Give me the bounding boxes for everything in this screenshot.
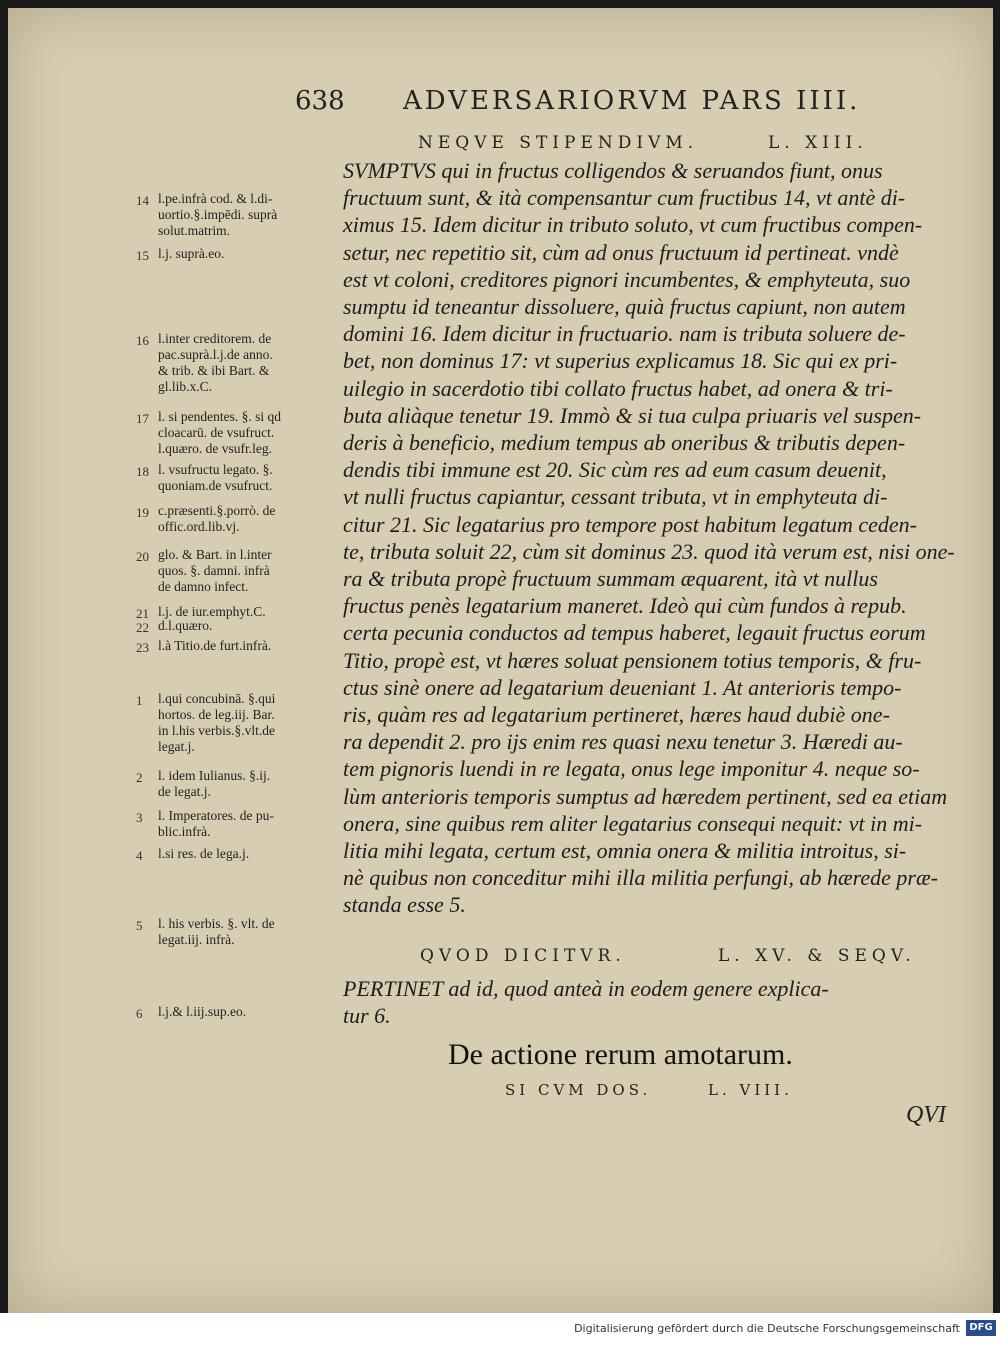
text-line: SVMPTVS qui in fructus colligendos & seruandos fiunt, onus [343,158,883,183]
note-line: pac.suprà.l.j.de anno. [158,347,273,362]
text-line: nè quibus non conceditur mihi illa militia perfungi, ab hærede præ- [343,865,938,891]
note-number: 1 [136,693,143,708]
note-line: quos. §. damni. infrà [158,563,270,578]
note-line: c.præsenti.§.porrò. de [158,503,276,518]
note-line: legat.j. [158,739,195,754]
text-line: domini 16. Idem dicitur in fructuario. nam is tributa soluere de- [343,321,906,347]
text-line: sumptu id teneantur dissoluere, quià fructus capiunt, non autem [343,294,906,319]
section-law-ref-2: L. XV. & SEQV. [718,946,916,966]
note-line: quoniam.de vsufruct. [158,478,273,493]
note-line: l.si res. de lega.j. [158,846,250,861]
note-number: 4 [136,848,143,863]
footer-bar [0,1313,1000,1347]
text-line: citur 21. Sic legatarius pro tempore post habitum legatum ceden- [343,511,917,537]
dfg-logo: DFG [966,1320,996,1336]
text-line: uilegio in sacerdotio tibi collato fructus habet, ad onera & tri- [343,375,893,401]
note-number: 5 [136,918,143,933]
note-line: l.pe.infrà cod. & l.di- [158,191,273,206]
note-line: glo. & Bart. in l.inter [158,547,272,562]
note-line: l. Imperatores. de pu- [158,808,274,823]
text-line: fructuum sunt, & ità compensantur cum fructibus 14, vt antè di- [343,185,906,211]
text-line: te, tributa soluit 22, cùm sit dominus 23. quod ità verum est, nisi one- [343,538,955,564]
text-line: buta aliàque tenetur 19. Immò & si tua culpa priuaris vel suspen- [343,402,922,428]
text-line: certa pecunia conductos ad tempus haberet, legauit fructus eorum [343,620,926,646]
note-line: l. vsufructu legato. §. [158,462,273,477]
note-line: l.inter creditorem. de [158,331,272,346]
note-line: gl.lib.x.C. [158,379,213,394]
subheading-title: SI CVM DOS. [505,1081,652,1099]
note-line: uortio.§.impēdi. suprà [158,207,278,222]
running-title: ADVERSARIORVM PARS IIII. [403,86,861,116]
note-line: l. his verbis. §. vlt. de [158,916,275,931]
note-line: l. idem Iulianus. §.ij. [158,768,271,783]
text-line: standa esse 5. [343,892,466,918]
note-line: de damno infect. [158,579,249,594]
text-line: ctus sinè onere ad legatarium deueniant 1. At anterioris tempo- [343,674,902,700]
note-number: 18 [136,464,149,479]
note-line: & trib. & ibi Bart. & [158,363,270,378]
page-number: 638 [295,86,345,116]
text-line: ra dependit 2. pro ijs enim res quasi nexu tenetur 3. Hæredi au- [343,729,903,755]
note-line: in l.his verbis.§.vlt.de [158,723,275,738]
funding-notice: Digitalisierung gefördert durch die Deutsche Forschungsgemeinschaft [574,1322,960,1335]
note-number: 22 [136,620,149,635]
note-number: 2 [136,770,143,785]
text-line: dendis tibi immune est 20. Sic cùm res ad eum casum deuenit, [343,457,887,483]
text-line: vt nulli fructus capiantur, cessant tributa, vt in emphyteuta di- [343,484,888,510]
text-line: ra & tributa propè fructuum summam æquarent, ità vt nullus [343,566,878,591]
page-header [8,86,993,126]
text-line: est vt coloni, creditores pignori incumbentes, & emphyteuta, suo [343,266,911,292]
note-line: l.à Titio.de furt.infrà. [158,638,272,653]
text-line: deris à beneficio, medium tempus ab oneribus & tributis depen- [343,430,906,455]
note-line: d.l.quæro. [158,618,213,633]
text-line: Titio, propè est, vt hæres soluat pensionem totius temporis, & fru- [343,647,922,673]
note-line: solut.matrim. [158,223,230,238]
note-line: l.j. de iur.emphyt.C. [158,604,266,619]
note-number: 23 [136,640,149,655]
note-number: 15 [136,248,149,263]
note-number: 19 [136,505,149,520]
note-number: 14 [136,193,149,208]
text-line: tur 6. [343,1003,391,1028]
note-line: cloacarū. de vsufruct. [158,425,275,440]
note-number: 6 [136,1006,143,1021]
section-law-ref: L. XIII. [768,133,868,153]
note-line: legat.iij. infrà. [158,932,235,947]
text-line: ximus 15. Idem dicitur in tributo soluto, vt cum fructibus compen- [343,212,923,238]
section-title-2: QVOD DICITVR. [420,946,626,966]
text-line: fructus penès legatarium maneret. Ideò qui cùm fundos à repub. [343,593,907,619]
note-line: blic.infrà. [158,824,211,839]
note-number: 21 [136,606,149,621]
text-line: onera, sine quibus rem aliter legatarius consequi nequit: vt in mi- [343,810,923,836]
catchword: QVI [906,1102,946,1128]
chapter-heading: De actione rerum amotarum. [448,1038,793,1071]
note-line: l.j. suprà.eo. [158,246,225,261]
text-line: PERTINET ad id, quod anteà in eodem genere explica- [343,976,829,1001]
subheading-law-ref: L. VIII. [708,1081,793,1099]
note-line: l.quæro. de vsufr.leg. [158,441,272,456]
text-line: lùm anterioris temporis sumptus ad hæredem pertinent, sed ea etiam [343,783,948,809]
note-line: l.qui concubinā. §.qui [158,691,276,706]
note-line: l. si pendentes. §. si qd [158,409,281,424]
note-line: offic.ord.lib.vj. [158,519,240,534]
note-line: hortos. de leg.iij. Bar. [158,707,275,722]
text-line: litia mihi legata, certum est, omnia onera & militia introitus, si- [343,838,907,863]
section-title: NEQVE STIPENDIVM. [418,133,699,153]
book-page [8,8,993,1313]
text-line: bet, non dominus 17: vt superius explicamus 18. Sic qui ex pri- [343,348,898,374]
text-line: ris, quàm res ad legatarium pertineret, hæres haud dubiè one- [343,702,890,727]
note-number: 20 [136,549,149,564]
note-number: 16 [136,333,149,348]
text-line: tem pignoris luendi in re legata, onus lege imponitur 4. neque so- [343,756,920,782]
note-number: 3 [136,810,143,825]
note-number: 17 [136,411,149,426]
note-line: l.j.& l.iij.sup.eo. [158,1004,247,1019]
note-line: de legat.j. [158,784,211,799]
text-line: setur, nec repetitio sit, cùm ad onus fructuum id pertineat. vndè [343,239,899,265]
